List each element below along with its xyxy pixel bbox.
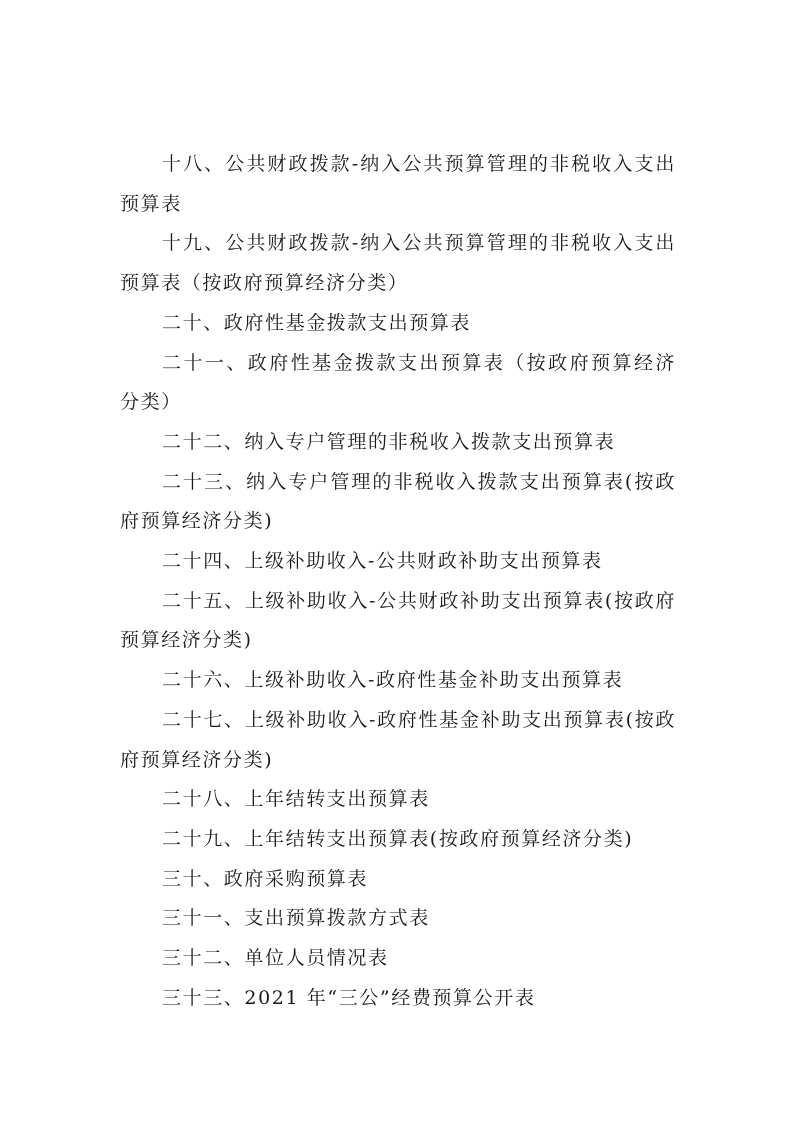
- budget-table-list: [120, 145, 676, 1018]
- list-item: 二十九、上年结转支出预算表(按政府预算经济分类): [162, 827, 634, 850]
- list-item: 二十四、上级补助收入-公共财政补助支出预算表: [162, 550, 603, 573]
- list-item: 二十五、上级补助收入-公共财政补助支出预算表(按政府预算经济分类): [120, 589, 676, 652]
- list-item: 十八、公共财政拨款-纳入公共预算管理的非税收入支出预算表: [120, 153, 676, 215]
- list-item: 三十一、支出预算拨款方式表: [162, 907, 430, 930]
- list-item: 二十七、上级补助收入-政府性基金补助支出预算表(按政府预算经济分类): [120, 708, 676, 771]
- list-item: 二十、政府性基金拨款支出预算表: [162, 311, 472, 334]
- list-item: 十九、公共财政拨款-纳入公共预算管理的非税收入支出预算表（按政府预算经济分类）: [120, 232, 676, 295]
- list-item: 三十三、2021 年“三公”经费预算公开表: [162, 986, 536, 1009]
- list-item: 二十二、纳入专户管理的非税收入拨款支出预算表: [162, 430, 616, 453]
- list-item: 三十二、单位人员情况表: [162, 947, 389, 970]
- list-item: 二十三、纳入专户管理的非税收入拨款支出预算表(按政府预算经济分类): [120, 470, 676, 533]
- list-item: 二十一、政府性基金拨款支出预算表（按政府预算经济分类）: [120, 351, 676, 414]
- list-item: 二十八、上年结转支出预算表: [162, 788, 430, 811]
- list-item: 二十六、上级补助收入-政府性基金补助支出预算表: [162, 669, 624, 692]
- list-item: 三十、政府采购预算表: [162, 867, 369, 890]
